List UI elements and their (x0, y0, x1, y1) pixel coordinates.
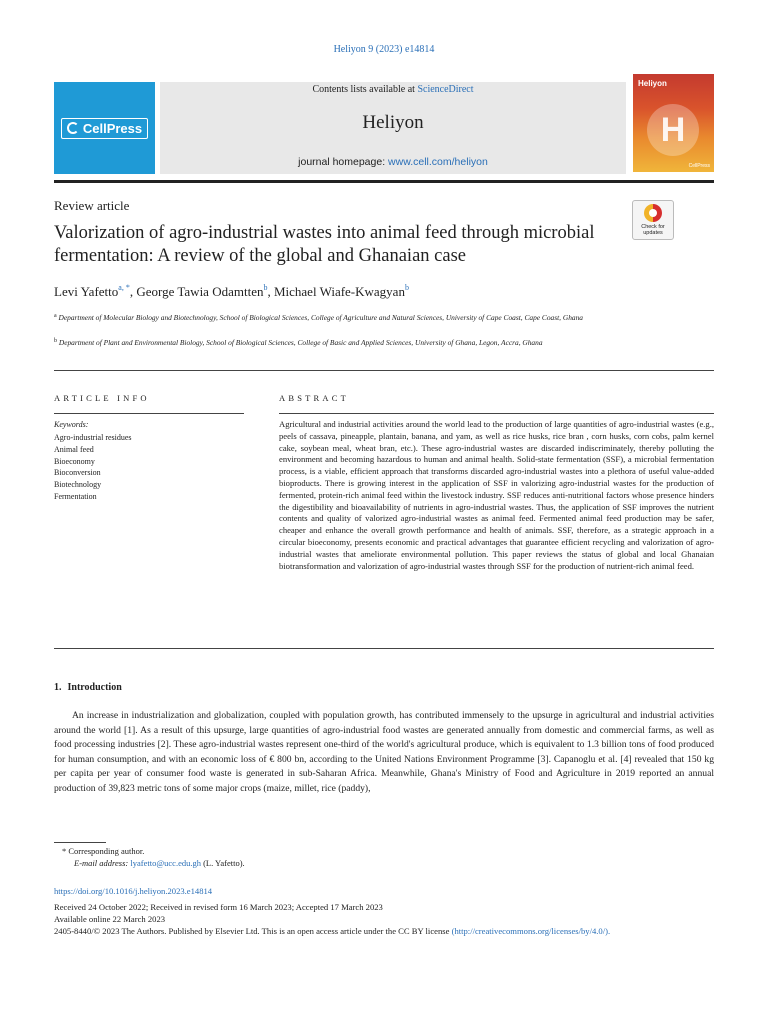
abstract-heading: ABSTRACT (279, 393, 349, 403)
email-link[interactable]: lyafetto@ucc.edu.gh (130, 858, 201, 868)
license-statement (54, 926, 714, 937)
affiliation-text: Department of Plant and Environmental Biology, School of Biological Sciences, College of Basic and Applied Sciences, University of Ghana, Legon, Accra, Ghana (58, 338, 543, 347)
author-affiliation-mark[interactable]: b (263, 283, 268, 292)
keyword: Biotechnology (54, 480, 102, 490)
contents-line (160, 84, 626, 95)
cover-title: Heliyon (638, 79, 667, 88)
available-online-date: Available online 22 March 2023 (54, 914, 166, 924)
keyword: Bioconversion (54, 468, 101, 478)
abstract-text: Agricultural and industrial activities around the world lead to the production of large quantities of agro-industrial wastes (e.g., peels of cassava, pineapple, plantain, banana, and yam, as well as rice husks, rice bran , corn husks, corn cobs, palm kernel cake, soybean meal, wheat bran, etc.). These agro-industrial wastes are discarded indiscriminately, thereby polluting the environment and becoming hazardous to human and animal health. Solid-state fermentation (SSF), a microbial fermentation process, is a viable, efficient approach that transforms discarded agro-industrial wastes into a plethora of useful value-added bioproducts. There is growing interest in the application of SSF in valorizing agro-industrial wastes for the production of fermented, protein-rich animal feed within the livestock industry. SSF reduces anti-nutritional factors whose presence hinders the digestibility and bioavailability of nutrients in agro-industrial wastes. Thus, the application of SSF improves the nutrient contents and quality of valorized agro-industrial wastes as animal feed. Fermented animal feed production may be safer, cheaper and enhance the overall growth performance and health of animals. SSF, therefore, as a strategic approach in a circular bioeconomy, presents economic and practical advantages that guarantee efficient recycling and valorization of agro-industrial wastes that ameliorate environmental pollution. This paper reviews the status of global and local Ghanaian biotransformation and valorization of agro-industrial wastes through SSF for the production of nutrient-rich animal feed. (279, 419, 714, 571)
affiliation-mark: b (54, 338, 57, 344)
check-for-updates-label: Check for updates (641, 224, 665, 236)
cellpress-logo[interactable] (54, 82, 155, 174)
journal-cover-image[interactable] (633, 74, 714, 172)
section-title: Introduction (67, 682, 122, 693)
corresponding-author-note: * Corresponding author. (62, 846, 145, 856)
footnote-rule (54, 842, 106, 843)
received-dates: Received 24 October 2022; Received in revised form 16 March 2023; Accepted 17 March 2023 (54, 902, 383, 912)
introduction-paragraph: An increase in industrialization and globalization, coupled with population growth, has contributed immensely to the upsurge in agricultural and industrial activities around the world [1]. As a result of this upsurge, large quantities of agro-industrial food wastes are generated annually from domestic and commercial farms, as well as food processing industries [2]. These agro-industrial wastes represent one-third of the world's agricultural produce, which is equivalent to 1.3 billion tons of food produced for human consumption, and with an economic loss of € 800 bn, according to the United Nations Environment Programme [3]. Capanoglu et al. [4] revealed that 150 kg per capita per year of consumer food waste is generated in sub-Saharan Africa. Meanwhile, Ghana's Ministry of Food and Agriculture in 2019 reported an annual production of 39,823 metric tons of some major crops (maize, millet, rice (paddy), (54, 710, 714, 794)
author-list: Levi Yafetto$^{a, *}$, George Tawia Odamtten$^b$, Michael Wiafe-Kwagyan$^b$ (54, 283, 409, 299)
cellpress-logo-text: CellPress (82, 120, 143, 136)
affiliation-text: Department of Molecular Biology and Biotechnology, School of Biological Sciences, College of Agriculture and Natural Sciences, University of Cape Coast, Cape Coast, Ghana (58, 313, 583, 322)
keyword: Animal feed (54, 444, 94, 454)
doi-link[interactable]: https://doi.org/10.1016/j.heliyon.2023.e14814 (54, 886, 213, 896)
header-divider (54, 370, 714, 371)
affiliation-mark: a (54, 313, 57, 319)
cover-letter: H (660, 110, 686, 149)
email-footnote (74, 858, 245, 868)
abstract-bottom-rule (54, 648, 714, 649)
email-name: (L. Yafetto). (203, 858, 245, 868)
journal-name: Heliyon (362, 112, 424, 133)
article-title: Valorization of agro-industrial wastes into animal feed through microbial fermentation: A review of the global and Ghanaian case (54, 223, 595, 266)
license-text: 2405-8440/© 2023 The Authors. Published by Elsevier Ltd. This is an open access article under the CC BY license (54, 926, 450, 936)
author-affiliation-mark[interactable]: b (404, 283, 409, 292)
contents-prefix: Contents lists available at (312, 84, 418, 95)
check-for-updates-button[interactable] (632, 200, 674, 240)
affiliation (54, 310, 624, 324)
keyword: Bioeconomy (54, 456, 95, 466)
check-for-updates-icon (644, 204, 662, 222)
masthead-rule (54, 180, 714, 183)
homepage-prefix: journal homepage: (298, 156, 389, 168)
author-name[interactable]: Michael Wiafe-Kwagyan (273, 284, 405, 299)
homepage-link[interactable]: www.cell.com/heliyon (388, 156, 488, 168)
author-affiliation-mark[interactable]: a, * (118, 283, 130, 292)
section-heading-introduction (54, 682, 122, 693)
email-label: E-mail address: (74, 858, 129, 868)
cover-publisher: CellPress (688, 163, 710, 169)
section-number: 1. (54, 682, 62, 693)
homepage-line (160, 156, 626, 168)
keyword: Fermentation (54, 491, 97, 501)
keyword-list (54, 432, 132, 503)
affiliation (54, 335, 624, 349)
cellpress-logo-icon (61, 118, 148, 139)
article-info-rule (54, 413, 244, 414)
author-name[interactable]: George Tawia Odamtten (136, 284, 264, 299)
article-type: Review article (54, 198, 130, 213)
abstract-rule (279, 413, 714, 414)
running-head[interactable]: Heliyon 9 (2023) e14814 (333, 44, 435, 55)
keywords-label: Keywords: (54, 420, 89, 429)
license-link[interactable]: (http://creativecommons.org/licenses/by/4.0/). (451, 926, 611, 936)
author-name[interactable]: Levi Yafetto (54, 284, 119, 299)
sciencedirect-link[interactable]: ScienceDirect (417, 84, 474, 95)
article-info-heading: ARTICLE INFO (54, 393, 150, 403)
keyword: Agro-industrial residues (54, 433, 132, 442)
journal-masthead (160, 82, 626, 174)
